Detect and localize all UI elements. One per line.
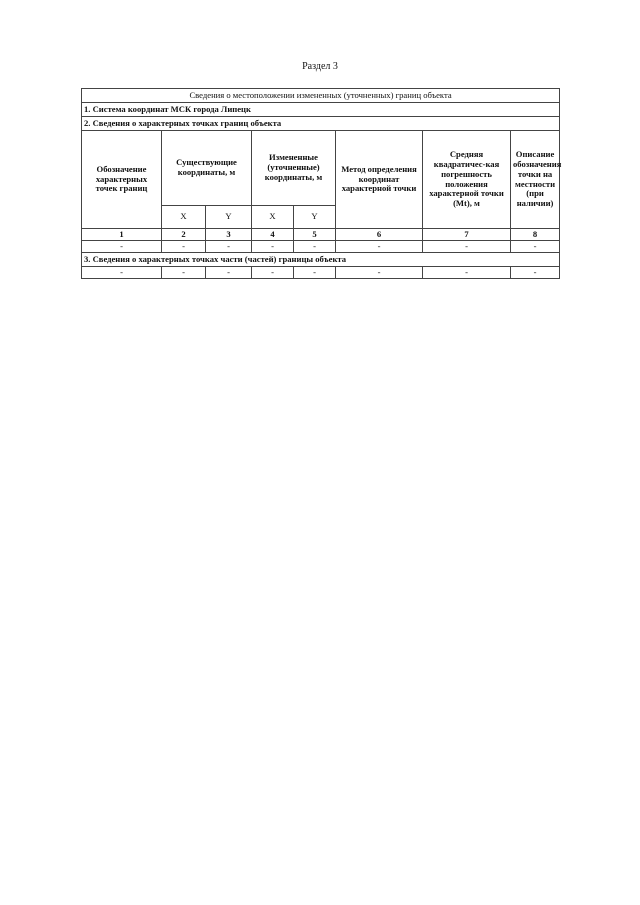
column-header-row (82, 131, 560, 206)
column-number: 7 (423, 229, 511, 241)
parts-heading-label: 3. Сведения о характерных точках части (частей) границы объекта (82, 253, 560, 267)
table-cell: - (511, 241, 560, 253)
table-cell: - (423, 267, 511, 279)
column-number: 2 (162, 229, 206, 241)
existing-x-header: X (162, 206, 206, 229)
column-number: 1 (82, 229, 162, 241)
column-number: 4 (252, 229, 294, 241)
column-number-row (82, 229, 560, 241)
column-number: 3 (206, 229, 252, 241)
table-cell: - (82, 267, 162, 279)
boundary-points-table (81, 88, 560, 279)
table-row (82, 267, 560, 279)
column-number: 5 (294, 229, 336, 241)
table-caption-row (82, 89, 560, 103)
col-description-header: Описание обозначения точки на местности (при наличии) (511, 131, 560, 229)
coordinate-system-row (82, 103, 560, 117)
col-changed-header: Измененные (уточненные) координаты, м (252, 131, 336, 206)
table-caption: Сведения о местоположении измененных (уточненных) границ объекта (82, 89, 560, 103)
coordinate-system-label: 1. Система координат МСК города Липецк (82, 103, 560, 117)
table-row (82, 241, 560, 253)
table-cell: - (162, 241, 206, 253)
table-cell: - (162, 267, 206, 279)
column-number: 6 (336, 229, 423, 241)
col-method-header: Метод определения координат характерной точки (336, 131, 423, 229)
table-cell: - (252, 241, 294, 253)
table-cell: - (206, 267, 252, 279)
table-cell: - (423, 241, 511, 253)
col-designation-header: Обозначение характерных точек границ (82, 131, 162, 229)
changed-x-header: X (252, 206, 294, 229)
table-cell: - (336, 241, 423, 253)
points-heading-row (82, 117, 560, 131)
col-error-header: Средняя квадратичес-кая погрешность положения характерной точки (Mt), м (423, 131, 511, 229)
existing-y-header: Y (206, 206, 252, 229)
section-title: Раздел 3 (302, 61, 338, 72)
table-cell: - (206, 241, 252, 253)
col-existing-header: Существующие координаты, м (162, 131, 252, 206)
table-cell: - (294, 267, 336, 279)
table-cell: - (336, 267, 423, 279)
points-heading-label: 2. Сведения о характерных точках границ объекта (82, 117, 560, 131)
table-cell: - (252, 267, 294, 279)
table-cell: - (294, 241, 336, 253)
table-cell: - (511, 267, 560, 279)
parts-heading-row (82, 253, 560, 267)
column-number: 8 (511, 229, 560, 241)
table-cell: - (82, 241, 162, 253)
changed-y-header: Y (294, 206, 336, 229)
